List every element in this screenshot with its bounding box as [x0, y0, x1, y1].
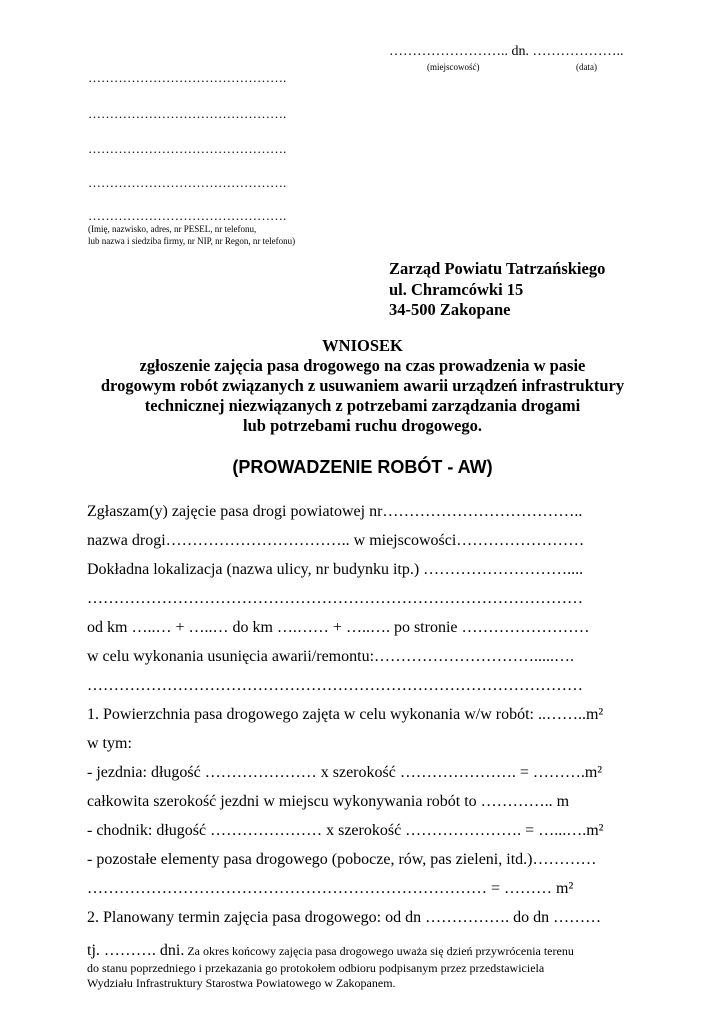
form-line: od km …..… + …..… do km ….…… + …..…. po stronie ……………………: [87, 619, 590, 636]
form-line: całkowita szerokość jezdni w miejscu wykonywania robót to ………….. m: [87, 793, 570, 810]
form-line: 2. Planowany termin zajęcia pasa drogowego: od dn ……………. do dn ………: [87, 909, 602, 926]
final-note-3: Wydziału Infrastruktury Starostwa Powiatowego w Zakopanem.: [87, 976, 396, 990]
form-line: ………………………………………………………………… = ……… m²: [87, 880, 574, 897]
form-line: w celu wykonania usunięcia awarii/remontu:………………………….....….: [87, 648, 575, 665]
form-line: w tym:: [87, 735, 132, 752]
final-paragraph: [87, 942, 639, 991]
sender-line-1: ……………………………………….: [88, 70, 287, 85]
final-lead: tj. ………. dni.: [87, 942, 185, 959]
form-line: Dokładna lokalizacja (nazwa ulicy, nr budynku itp.) ………………………....: [87, 561, 584, 578]
form-line: - chodnik: długość ………………… x szerokość …………………. = …...….m²: [87, 822, 604, 839]
title-line-4: lub potrzebami ruchu drogowego.: [243, 416, 482, 435]
title-line-3: technicznej niezwiązanych z potrzebami zarządzania drogami: [144, 396, 581, 415]
sender-caption-1: (Imię, nazwisko, adres, nr PESEL, nr telefonu,: [88, 224, 257, 234]
form-line: …………………………………………………………………………………: [87, 677, 583, 694]
addressee-street: ul. Chramcówki 15: [389, 280, 524, 299]
form-line: 1. Powierzchnia pasa drogowego zajęta w celu wykonania w/w robót: ..……..m²: [87, 706, 604, 723]
form-line: nazwa drogi…………………………….. w miejscowości……………………: [87, 532, 585, 549]
sender-line-5: ……………………………………….: [88, 208, 287, 223]
document-heading: WNIOSEK: [322, 336, 403, 355]
sender-line-3: ……………………………………….: [88, 141, 287, 156]
sender-caption-2: lub nazwa i siedziba firmy, nr NIP, nr Regon, nr telefonu): [88, 236, 296, 246]
form-line: - pozostałe elementy pasa drogowego (pobocze, rów, pas zieleni, itd.)…………: [87, 851, 597, 868]
title-line-1: zgłoszenie zajęcia pasa drogowego na czas prowadzenia w pasie: [139, 356, 586, 375]
addressee-name: Zarząd Powiatu Tatrzańskiego: [389, 259, 606, 278]
addressee-city: 34-500 Zakopane: [389, 300, 511, 319]
place-date-line: …………………….. dn. ………………..: [389, 44, 624, 59]
form-line: Zgłaszam(y) zajęcie pasa drogi powiatowej nr………………………………..: [87, 503, 583, 520]
title-line-2: drogowym robót związanych z usuwaniem awarii urządzeń infrastruktury: [100, 376, 625, 395]
date-caption: (data): [576, 62, 597, 72]
sender-line-2: ……………………………………….: [88, 106, 287, 121]
form-line: - jezdnia: długość ………………… x szerokość …………………. = ……….m²: [87, 764, 603, 781]
sender-line-4: ……………………………………….: [88, 175, 287, 190]
form-line: …………………………………………………………………………………: [87, 590, 583, 607]
place-caption: (miejscowość): [427, 62, 480, 72]
final-note-2: do stanu poprzedniego i przekazania go protokołem odbioru podpisanym przez przedstawiciela: [87, 961, 545, 975]
final-note-1: Za okres końcowy zajęcia pasa drogowego uważa się dzień przywrócenia terenu: [184, 944, 574, 958]
document-subtitle: (PROWADZENIE ROBÓT - AW): [232, 457, 493, 477]
